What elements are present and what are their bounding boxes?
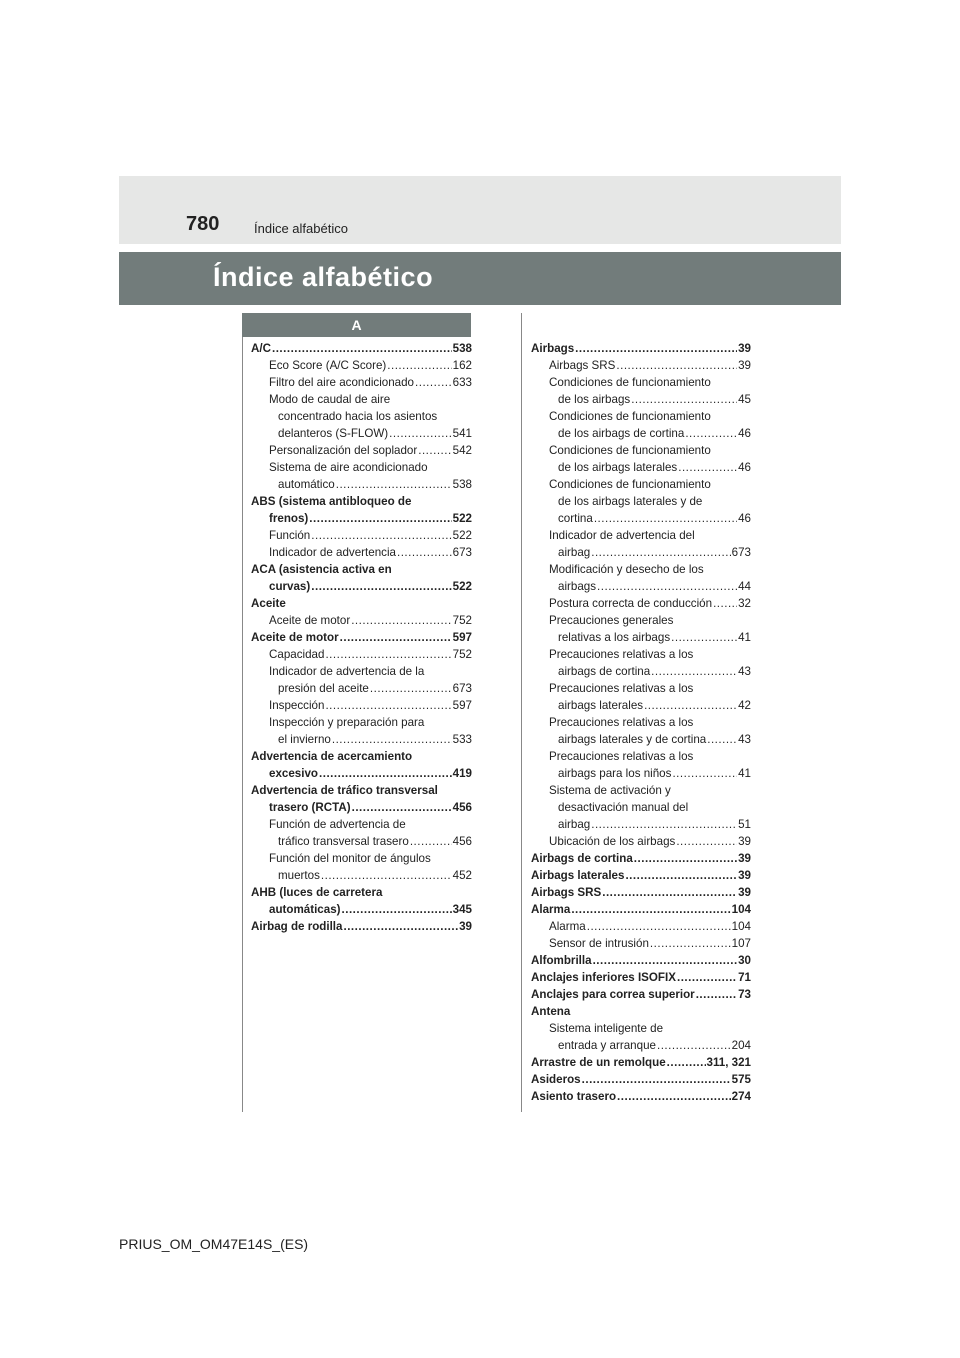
- dot-leader: [602, 884, 737, 901]
- index-term: Alarma: [531, 903, 571, 916]
- page-reference: 673: [731, 546, 751, 559]
- page-reference: 419: [452, 767, 472, 780]
- page-reference: 456: [452, 835, 472, 848]
- index-term: delanteros (S-FLOW): [278, 427, 389, 440]
- index-entry: [531, 1020, 751, 1037]
- dot-leader: [582, 1071, 731, 1088]
- index-entry: [531, 442, 751, 459]
- page-reference: 597: [452, 631, 472, 644]
- page-reference: 39: [738, 869, 751, 882]
- index-term: Condiciones de funcionamiento: [549, 478, 711, 491]
- index-term: Advertencia de tráfico transversal: [251, 784, 438, 797]
- page-reference: 45: [738, 393, 751, 406]
- index-entry: [531, 782, 751, 799]
- index-term: Arrastre de un remolque: [531, 1056, 666, 1069]
- index-entry: [251, 799, 472, 816]
- index-entry: [251, 663, 472, 680]
- index-term: Airbags: [531, 342, 575, 355]
- page-number: 780: [186, 213, 220, 235]
- dot-leader: [309, 510, 451, 527]
- dot-leader: [672, 765, 737, 782]
- index-entry: [251, 680, 472, 697]
- index-term: Función: [269, 529, 311, 542]
- index-term: Inspección: [269, 699, 325, 712]
- index-term: ACA (asistencia activa en: [251, 563, 392, 576]
- index-column-left: [251, 340, 472, 935]
- dot-leader: [587, 918, 731, 935]
- index-entry: [531, 918, 751, 935]
- page-title: Índice alfabético: [213, 262, 434, 292]
- index-term: de los airbags de cortina: [558, 427, 685, 440]
- index-term: airbags laterales: [558, 699, 644, 712]
- index-entry: [251, 867, 472, 884]
- page-reference: 541: [452, 427, 472, 440]
- dot-leader: [616, 357, 737, 374]
- index-term: AHB (luces de carretera: [251, 886, 383, 899]
- page-reference: 39: [738, 835, 751, 848]
- index-term: de los airbags laterales: [558, 461, 678, 474]
- page-reference: 39: [738, 359, 751, 372]
- index-term: Alarma: [549, 920, 586, 933]
- index-entry: [251, 884, 472, 901]
- page-reference: 30: [738, 954, 751, 967]
- index-entry: [251, 697, 472, 714]
- index-term: Inspección y preparación para: [269, 716, 425, 729]
- page-reference: 51: [738, 818, 751, 831]
- index-entry: [531, 765, 751, 782]
- index-entry: [251, 646, 472, 663]
- dot-leader: [713, 595, 737, 612]
- index-entry: [251, 425, 472, 442]
- index-entry: [531, 1054, 751, 1071]
- index-term: Condiciones de funcionamiento: [549, 410, 711, 423]
- dot-leader: [415, 374, 452, 391]
- index-term: muertos: [278, 869, 320, 882]
- page-reference: 104: [731, 920, 751, 933]
- index-term: Función del monitor de ángulos: [269, 852, 431, 865]
- index-term: de los airbags laterales y de: [558, 495, 703, 508]
- dot-leader: [651, 663, 737, 680]
- index-term: Sensor de intrusión: [549, 937, 649, 950]
- page-reference: 752: [452, 648, 472, 661]
- index-entry: [251, 748, 472, 765]
- index-term: Modificación y desecho de los: [549, 563, 704, 576]
- dot-leader: [593, 952, 738, 969]
- page-reference: 41: [738, 631, 751, 644]
- index-entry: [251, 833, 472, 850]
- index-term: Asideros: [531, 1073, 581, 1086]
- page-reference: 46: [738, 427, 751, 440]
- page-reference: 345: [452, 903, 472, 916]
- index-entry: [531, 391, 751, 408]
- index-entry: [251, 612, 472, 629]
- dot-leader: [332, 731, 452, 748]
- index-entry: [531, 969, 751, 986]
- page-reference: 39: [459, 920, 472, 933]
- index-entry: [251, 544, 472, 561]
- dot-leader: [389, 425, 451, 442]
- index-term: el invierno: [278, 733, 331, 746]
- index-entry: [251, 816, 472, 833]
- page-reference: 39: [738, 886, 751, 899]
- index-entry: [531, 561, 751, 578]
- index-term: Airbags de cortina: [531, 852, 633, 865]
- index-term: airbags de cortina: [558, 665, 651, 678]
- index-entry: [531, 901, 751, 918]
- index-entry: [251, 901, 472, 918]
- dot-leader: [617, 1088, 731, 1105]
- index-entry: [531, 1037, 751, 1054]
- index-term: de los airbags: [558, 393, 631, 406]
- dot-leader: [311, 578, 451, 595]
- index-entry: [251, 459, 472, 476]
- index-entry: [531, 629, 751, 646]
- dot-leader: [591, 544, 730, 561]
- page-reference: 39: [738, 342, 751, 355]
- index-term: Asiento trasero: [531, 1090, 617, 1103]
- index-entry: [531, 1088, 751, 1105]
- dot-leader: [696, 986, 737, 1003]
- index-entry: [531, 374, 751, 391]
- index-term: cortina: [558, 512, 593, 525]
- index-entry: [251, 765, 472, 782]
- running-title: Índice alfabético: [254, 221, 348, 236]
- index-term: Precauciones relativas a los: [549, 750, 694, 763]
- index-entry: [251, 731, 472, 748]
- dot-leader: [707, 731, 737, 748]
- index-term: trasero (RCTA): [269, 801, 351, 814]
- index-term: Ubicación de los airbags: [549, 835, 676, 848]
- index-entry: [531, 833, 751, 850]
- index-term: Precauciones relativas a los: [549, 682, 694, 695]
- index-term: Alfombrilla: [531, 954, 592, 967]
- index-entry: [251, 561, 472, 578]
- index-entry: [531, 646, 751, 663]
- page-reference: 42: [738, 699, 751, 712]
- index-entry: [251, 493, 472, 510]
- section-letter-heading: A: [242, 313, 471, 337]
- dot-leader: [594, 510, 737, 527]
- index-term: Anclajes inferiores ISOFIX: [531, 971, 676, 984]
- page-reference: 752: [452, 614, 472, 627]
- page-reference: 673: [452, 682, 472, 695]
- dot-leader: [676, 833, 737, 850]
- dot-leader: [644, 697, 737, 714]
- index-entry: [531, 510, 751, 527]
- page-reference: 311, 321: [706, 1056, 751, 1069]
- index-entry: [251, 918, 472, 935]
- index-entry: [531, 731, 751, 748]
- index-entry: [251, 595, 472, 612]
- dot-leader: [571, 901, 730, 918]
- index-term: Función de advertencia de: [269, 818, 406, 831]
- index-term: Antena: [531, 1005, 571, 1018]
- index-entry: [251, 850, 472, 867]
- page-reference: 542: [452, 444, 472, 457]
- dot-leader: [336, 476, 452, 493]
- index-column-right: [531, 340, 751, 1105]
- index-term: A/C: [251, 342, 271, 355]
- page-reference: 44: [738, 580, 751, 593]
- index-entry: [531, 612, 751, 629]
- dot-leader: [657, 1037, 731, 1054]
- index-entry: [531, 952, 751, 969]
- index-term: airbag: [558, 546, 591, 559]
- page-reference: 633: [452, 376, 472, 389]
- page-reference: 46: [738, 461, 751, 474]
- page-reference: 533: [452, 733, 472, 746]
- index-entry: [251, 442, 472, 459]
- index-term: excesivo: [269, 767, 318, 780]
- index-term: frenos): [269, 512, 309, 525]
- index-term: Advertencia de acercamiento: [251, 750, 413, 763]
- dot-leader: [650, 935, 731, 952]
- index-entry: [531, 544, 751, 561]
- index-entry: [531, 986, 751, 1003]
- index-term: airbags laterales y de cortina: [558, 733, 707, 746]
- dot-leader: [387, 357, 451, 374]
- page-reference: 452: [452, 869, 472, 882]
- page-reference: 204: [731, 1039, 751, 1052]
- dot-leader: [685, 425, 737, 442]
- index-entry: [531, 459, 751, 476]
- index-term: Airbags SRS: [531, 886, 602, 899]
- page-reference: 538: [452, 478, 472, 491]
- dot-leader: [591, 816, 737, 833]
- dot-leader: [575, 340, 737, 357]
- page-reference: 46: [738, 512, 751, 525]
- dot-leader: [625, 867, 737, 884]
- index-entry: [531, 578, 751, 595]
- index-entry: [531, 748, 751, 765]
- dot-leader: [325, 646, 451, 663]
- dot-leader: [272, 340, 452, 357]
- index-term: Capacidad: [269, 648, 325, 661]
- dot-leader: [677, 969, 737, 986]
- page-reference: 538: [452, 342, 472, 355]
- page-reference: 43: [738, 733, 751, 746]
- index-term: Aceite de motor: [269, 614, 351, 627]
- index-term: relativas a los airbags: [558, 631, 671, 644]
- dot-leader: [597, 578, 737, 595]
- index-term: airbag: [558, 818, 591, 831]
- index-entry: [531, 680, 751, 697]
- index-term: Indicador de advertencia de la: [269, 665, 425, 678]
- index-term: ABS (sistema antibloqueo de: [251, 495, 412, 508]
- dot-leader: [319, 765, 452, 782]
- index-term: airbags para los niños: [558, 767, 672, 780]
- index-entry: [251, 476, 472, 493]
- page-reference: 104: [731, 903, 751, 916]
- index-entry: [531, 867, 751, 884]
- page-reference: 107: [731, 937, 751, 950]
- index-term: automáticas): [269, 903, 341, 916]
- index-term: Sistema de activación y: [549, 784, 671, 797]
- page-reference: 597: [452, 699, 472, 712]
- index-term: Condiciones de funcionamiento: [549, 376, 711, 389]
- index-term: Condiciones de funcionamiento: [549, 444, 711, 457]
- column-divider-left: [242, 337, 243, 1112]
- index-entry: [531, 425, 751, 442]
- page-reference: 274: [731, 1090, 751, 1103]
- index-entry: [531, 493, 751, 510]
- index-term: presión del aceite: [278, 682, 369, 695]
- index-entry: [251, 374, 472, 391]
- dot-leader: [370, 680, 452, 697]
- index-entry: [531, 1003, 751, 1020]
- document-code-footer: PRIUS_OM_OM47E14S_(ES): [119, 1236, 309, 1252]
- index-term: Postura correcta de conducción: [549, 597, 713, 610]
- dot-leader: [342, 901, 452, 918]
- index-entry: [531, 884, 751, 901]
- index-entry: [531, 935, 751, 952]
- index-term: Indicador de advertencia: [269, 546, 396, 559]
- index-entry: [251, 340, 472, 357]
- index-entry: [251, 629, 472, 646]
- dot-leader: [340, 629, 452, 646]
- dot-leader: [325, 697, 451, 714]
- page-reference: 522: [452, 529, 472, 542]
- dot-leader: [351, 612, 451, 629]
- dot-leader: [352, 799, 452, 816]
- column-divider-right: [521, 313, 522, 1112]
- dot-leader: [678, 459, 737, 476]
- index-entry: [251, 578, 472, 595]
- page-reference: 522: [452, 512, 472, 525]
- dot-leader: [311, 527, 451, 544]
- index-entry: [531, 697, 751, 714]
- page-reference: 522: [452, 580, 472, 593]
- page-reference: 32: [738, 597, 751, 610]
- index-term: Airbags laterales: [531, 869, 625, 882]
- page-reference: 41: [738, 767, 751, 780]
- index-term: Indicador de advertencia del: [549, 529, 695, 542]
- dot-leader: [321, 867, 452, 884]
- index-term: Personalización del soplador: [269, 444, 418, 457]
- index-term: Precauciones generales: [549, 614, 674, 627]
- index-entry: [531, 663, 751, 680]
- index-term: Eco Score (A/C Score): [269, 359, 387, 372]
- page-reference: 456: [452, 801, 472, 814]
- index-term: tráfico transversal trasero: [278, 835, 409, 848]
- index-entry: [531, 816, 751, 833]
- index-term: Anclajes para correa superior: [531, 988, 695, 1001]
- index-entry: [531, 595, 751, 612]
- index-entry: [531, 527, 751, 544]
- index-entry: [531, 1071, 751, 1088]
- page-reference: 39: [738, 852, 751, 865]
- index-entry: [531, 408, 751, 425]
- index-term: Precauciones relativas a los: [549, 648, 694, 661]
- index-term: entrada y arranque: [558, 1039, 656, 1052]
- index-term: Airbags SRS: [549, 359, 616, 372]
- index-entry: [531, 799, 751, 816]
- page-reference: 43: [738, 665, 751, 678]
- index-entry: [251, 391, 472, 408]
- index-entry: [251, 714, 472, 731]
- page-reference: 575: [731, 1073, 751, 1086]
- index-term: automático: [278, 478, 335, 491]
- index-term: Modo de caudal de aire: [269, 393, 391, 406]
- index-entry: [251, 510, 472, 527]
- index-term: Aceite: [251, 597, 286, 610]
- index-entry: [251, 527, 472, 544]
- index-entry: [251, 408, 472, 425]
- index-term: concentrado hacia los asientos: [278, 410, 438, 423]
- index-entry: [531, 850, 751, 867]
- index-term: curvas): [269, 580, 311, 593]
- index-term: Airbag de rodilla: [251, 920, 343, 933]
- index-entry: [251, 782, 472, 799]
- page-header: [119, 176, 841, 244]
- page-reference: 673: [452, 546, 472, 559]
- page-reference: 73: [738, 988, 751, 1001]
- index-entry: [531, 714, 751, 731]
- index-term: Filtro del aire acondicionado: [269, 376, 415, 389]
- index-term: airbags: [558, 580, 597, 593]
- index-entry: [531, 357, 751, 374]
- index-entry: [251, 357, 472, 374]
- index-term: Sistema inteligente de: [549, 1022, 664, 1035]
- page-reference: 162: [452, 359, 472, 372]
- dot-leader: [397, 544, 452, 561]
- dot-leader: [634, 850, 737, 867]
- page-reference: 71: [738, 971, 751, 984]
- dot-leader: [343, 918, 458, 935]
- dot-leader: [667, 1054, 706, 1071]
- dot-leader: [671, 629, 737, 646]
- dot-leader: [631, 391, 737, 408]
- index-term: Aceite de motor: [251, 631, 339, 644]
- index-entry: [531, 340, 751, 357]
- dot-leader: [410, 833, 452, 850]
- index-term: Sistema de aire acondicionado: [269, 461, 428, 474]
- index-entry: [531, 476, 751, 493]
- dot-leader: [418, 442, 451, 459]
- index-term: Precauciones relativas a los: [549, 716, 694, 729]
- index-term: desactivación manual del: [558, 801, 689, 814]
